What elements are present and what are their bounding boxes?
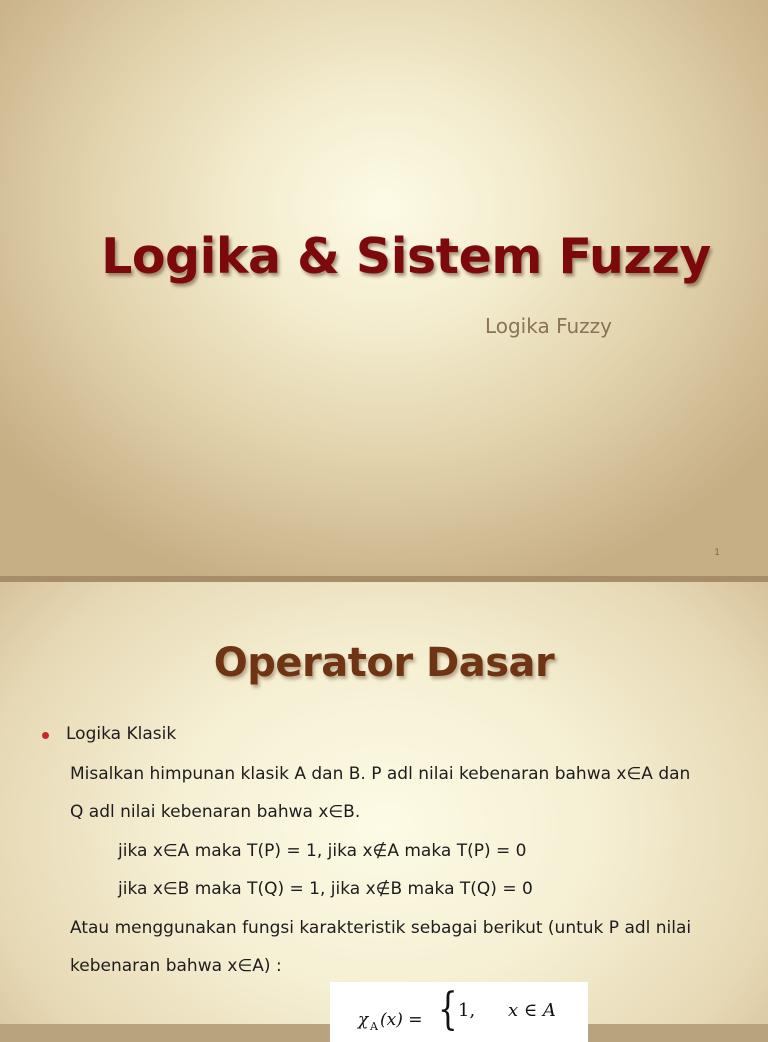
body-line: Misalkan himpunan klasik A dan B. P adl nilai kebenaran bahwa x∈A dan [70,764,691,784]
formula-brace: { [438,984,458,1035]
body-line: Atau menggunakan fungsi karakteristik sebagai berikut (untuk P adl nilai [70,918,692,938]
slide-subtitle: Logika Fuzzy [484,314,612,338]
formula-case-value: 1, [458,1000,476,1021]
formula-case-condition: x ∈ A [508,1000,556,1021]
body-line: kebenaran bahwa x∈A) : [70,956,282,976]
bullet-icon [42,732,49,739]
page-number: 1 [714,548,720,558]
slide-2 [0,582,768,1035]
bullet-text: Logika Klasik [66,724,177,744]
formula-lhs: χ [358,1010,369,1030]
formula-lhs-subscript: A [370,1020,378,1033]
formula-lhs-argument: (x) = [380,1010,423,1030]
body-line: jika x∈A maka T(P) = 1, jika x∉A maka T(P) = 0 [118,841,527,861]
body-line: Q adl nilai kebenaran bahwa x∈B. [70,802,361,822]
slide-heading: Operator Dasar [213,640,555,686]
characteristic-function-formula [330,982,588,1042]
body-line: jika x∈B maka T(Q) = 1, jika x∉B maka T(Q) = 0 [118,879,533,899]
slide-title: Logika & Sistem Fuzzy [101,228,711,285]
